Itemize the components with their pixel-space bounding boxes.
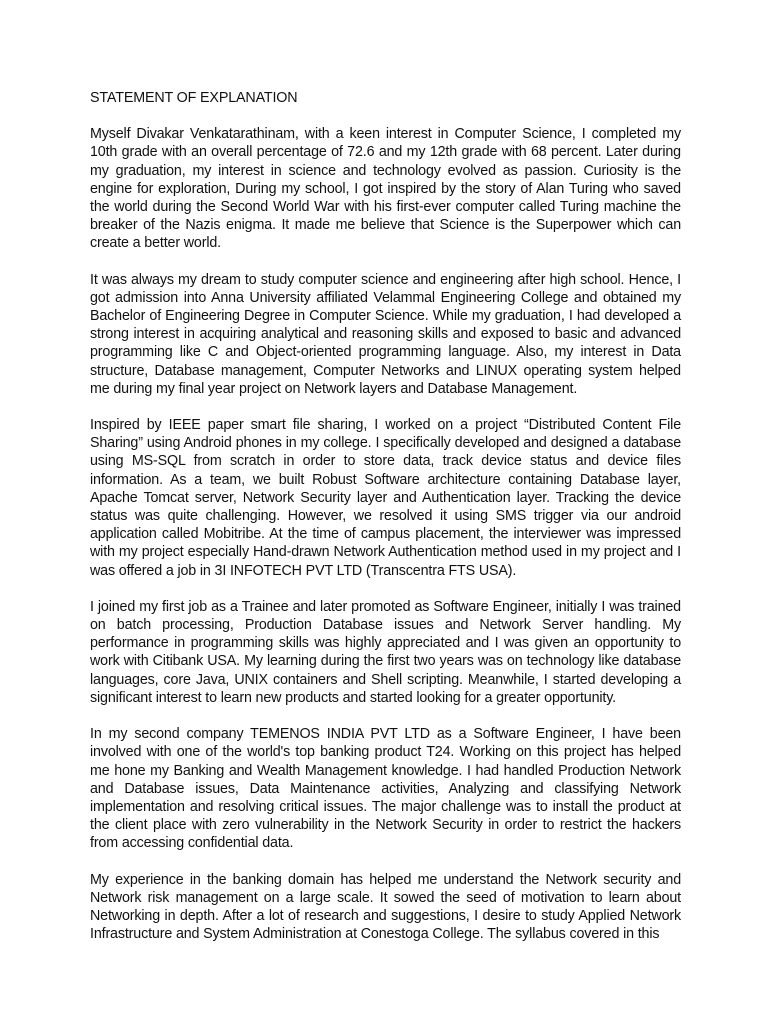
- document-title: STATEMENT OF EXPLANATION: [90, 90, 298, 106]
- paragraph-first-job: I joined my first job as a Trainee and later promoted as Software Engineer, initially I was trained on batch processing, Production Database issues and Network Server handling. My performance in programming skills was highly appreciated and I was given an opportunity to work with Citibank USA. My learning during the first two years was on technology like database languages, core Java, UNIX containers and Shell scripting. Meanwhile, I started developing a significant interest to learn new products and started looking for a greater opportunity.: [90, 598, 681, 706]
- paragraph-education: It was always my dream to study computer science and engineering after high school. Hence, I got admission into Anna University affiliated Velammal Engineering College and obtained my Bachelor of Engineering Degree in Computer Science. While my graduation, I had developed a strong interest in acquiring analytical and reasoning skills and exposed to basic and advanced programming like C and Object-oriented programming language. Also, my interest in Data structure, Database management, Computer Networks and LINUX operating system helped me during my final year project on Network layers and Database Management.: [90, 271, 681, 397]
- paragraph-introduction: Myself Divakar Venkatarathinam, with a keen interest in Computer Science, I completed my 10th grade with an overall percentage of 72.6 and my 12th grade with 68 percent. Later during my graduation, my interest in science and technology evolved as passion. Curiosity is the engine for exploration, During my school, I got inspired by the story of Alan Turing who saved the world during the Second World War with his first-ever computer called Turing machine the breaker of the Nazis enigma. It made me believe that Science is the Superpower which can create a better world.: [90, 126, 681, 252]
- paragraph-second-company: In my second company TEMENOS INDIA PVT LTD as a Software Engineer, I have been involved with one of the world's top banking product T24. Working on this project has helped me hone my Banking and Wealth Management knowledge. I had handled Production Network and Database issues, Data Maintenance activities, Analyzing and classifying Network implementation and resolving critical issues. The major challenge was to install the product at the client place with zero vulnerability in the Network Security in order to restrict the hackers from accessing confidential data.: [90, 726, 681, 852]
- document-body: [90, 89, 681, 961]
- paragraph-motivation: My experience in the banking domain has helped me understand the Network security and Network risk management on a large scale. It sowed the seed of motivation to learn about Networking in depth. After a lot of research and suggestions, I desire to study Applied Network Infrastructure and System Administration at Conestoga College. The syllabus covered in this: [90, 871, 681, 943]
- paragraph-project: Inspired by IEEE paper smart file sharing, I worked on a project “Distributed Content File Sharing” using Android phones in my college. I specifically developed and designed a database using MS-SQL from scratch in order to store data, track device status and device files information. As a team, we built Robust Software architecture containing Database layer, Apache Tomcat server, Network Security layer and Authentication layer. Tracking the device status was quite challenging. However, we resolved it using SMS trigger via our android application called Mobitribe. At the time of campus placement, the interviewer was impressed with my project especially Hand-drawn Network Authentication method used in my project and I was offered a job in 3I INFOTECH PVT LTD (Transcentra FTS USA).: [90, 417, 681, 579]
